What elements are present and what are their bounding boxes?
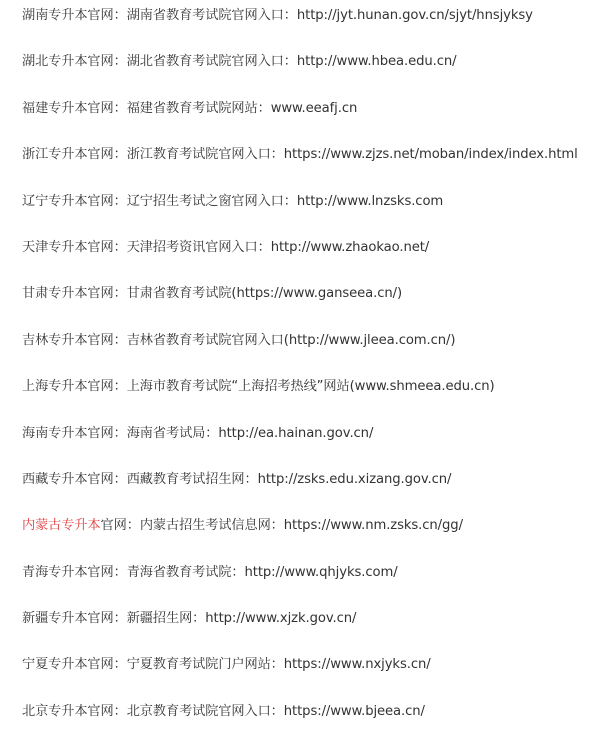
item-label: 西藏专升本官网 xyxy=(22,471,114,487)
item-separator: ： xyxy=(113,286,127,302)
item-separator: ： xyxy=(113,471,127,487)
item-url: www.eeafj.cn xyxy=(270,100,358,116)
item-label: 天津专升本官网 xyxy=(22,239,114,255)
item-description: 天津招考资讯官网入口： xyxy=(126,239,271,255)
list-item-fujian xyxy=(22,99,597,145)
item-url: https://www.bjeea.cn/ xyxy=(283,703,425,719)
item-label: 湖北专升本官网 xyxy=(22,54,114,70)
item-separator: ： xyxy=(113,54,127,70)
item-label-rest: 官网 xyxy=(100,518,127,534)
item-url: (https://www.ganseea.cn/) xyxy=(231,286,403,302)
item-separator: ： xyxy=(113,703,127,719)
item-url: http://www.qhjyks.com/ xyxy=(244,564,398,580)
item-url: http://www.hbea.edu.cn/ xyxy=(296,54,457,70)
item-label: 北京专升本官网 xyxy=(22,703,114,719)
item-description: 新疆招生网： xyxy=(126,611,206,627)
item-description: 吉林省教育考试院官网入口 xyxy=(126,332,284,348)
item-description: 甘肃省教育考试院 xyxy=(126,286,232,302)
list-item-qinghai xyxy=(22,563,597,609)
item-url: http://jyt.hunan.gov.cn/sjyt/hnsjyksy xyxy=(296,8,533,23)
item-description: 湖北省教育考试院官网入口： xyxy=(126,54,297,70)
item-separator: ： xyxy=(113,564,127,580)
list-item-xinjiang xyxy=(22,609,597,655)
item-label: 吉林专升本官网 xyxy=(22,332,114,348)
item-label: 辽宁专升本官网 xyxy=(22,193,114,209)
item-separator: ： xyxy=(113,239,127,255)
item-url: http://www.xjzk.gov.cn/ xyxy=(205,611,357,627)
item-separator: ： xyxy=(113,611,127,627)
item-separator: ： xyxy=(113,100,127,116)
list-item-zhejiang xyxy=(22,145,597,191)
item-description: 北京教育考试院官网入口： xyxy=(126,703,284,719)
item-description: 福建省教育考试院网站： xyxy=(126,100,271,116)
item-url: (http://www.jleea.com.cn/) xyxy=(283,332,456,348)
item-description: 青海省教育考试院： xyxy=(126,564,245,580)
item-label-highlight-link[interactable]: 内蒙古专升本 xyxy=(22,518,101,534)
item-description: 西藏教育考试招生网： xyxy=(126,471,258,487)
item-separator: ： xyxy=(113,8,127,23)
item-url: https://www.nxjyks.cn/ xyxy=(283,657,431,673)
list-item-shanghai xyxy=(22,377,597,423)
item-description: 浙江教育考试院官网入口： xyxy=(126,147,284,163)
item-url: http://www.lnzsks.com xyxy=(296,193,444,209)
list-item-beijing xyxy=(22,702,597,748)
list-item-gansu xyxy=(22,284,597,330)
item-url: http://zsks.edu.xizang.gov.cn/ xyxy=(257,471,452,487)
item-description: 宁夏教育考试院门户网站： xyxy=(126,657,284,673)
item-description: 海南省考试局： xyxy=(126,425,219,441)
list-item-tianjin xyxy=(22,238,597,284)
item-separator: ： xyxy=(113,657,127,673)
item-label: 海南专升本官网 xyxy=(22,425,114,441)
list-item-xizang xyxy=(22,470,597,516)
item-label: 青海专升本官网 xyxy=(22,564,114,580)
item-description: 湖南省教育考试院官网入口： xyxy=(126,8,297,23)
list-item-liaoning xyxy=(22,192,597,238)
list-item-hainan xyxy=(22,424,597,470)
item-label: 福建专升本官网 xyxy=(22,100,114,116)
item-label: 浙江专升本官网 xyxy=(22,147,114,163)
item-description: 内蒙古招生考试信息网： xyxy=(139,518,284,534)
item-url: http://www.zhaokao.net/ xyxy=(270,239,430,255)
item-url: https://www.nm.zsks.cn/gg/ xyxy=(283,518,463,534)
item-url: (www.shmeea.edu.cn) xyxy=(349,379,495,395)
official-sites-list xyxy=(22,6,597,748)
list-item-neimenggu xyxy=(22,516,597,562)
item-label: 新疆专升本官网 xyxy=(22,611,114,627)
list-item-hubei xyxy=(22,52,597,98)
item-label: 甘肃专升本官网 xyxy=(22,286,114,302)
item-separator: ： xyxy=(126,518,140,534)
item-separator: ： xyxy=(113,332,127,348)
item-separator: ： xyxy=(113,425,127,441)
item-separator: ： xyxy=(113,379,127,395)
list-item-ningxia xyxy=(22,655,597,701)
item-separator: ： xyxy=(113,193,127,209)
item-url: http://ea.hainan.gov.cn/ xyxy=(218,425,374,441)
item-label: 上海专升本官网 xyxy=(22,379,114,395)
item-label: 宁夏专升本官网 xyxy=(22,657,114,673)
item-url: https://www.zjzs.net/moban/index/index.html xyxy=(283,147,578,163)
item-description: 辽宁招生考试之窗官网入口： xyxy=(126,193,297,209)
item-description: 上海市教育考试院“上海招考热线”网站 xyxy=(126,379,350,395)
list-item-hunan xyxy=(22,6,597,52)
list-item-jilin xyxy=(22,331,597,377)
item-separator: ： xyxy=(113,147,127,163)
item-label: 湖南专升本官网 xyxy=(22,8,114,23)
